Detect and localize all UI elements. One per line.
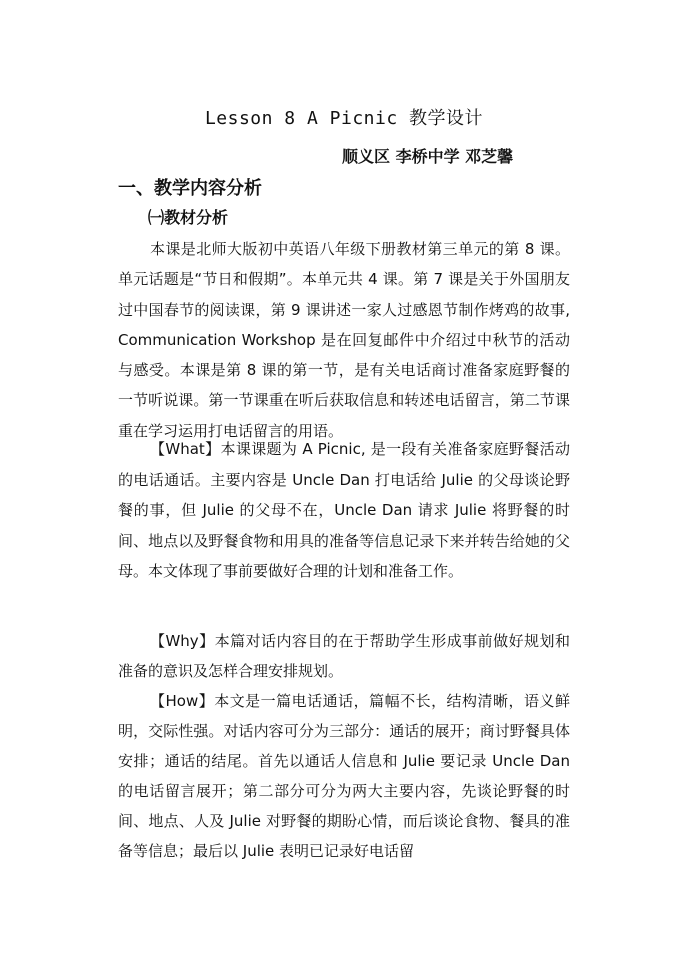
section-heading: 一、教学内容分析 <box>118 178 262 199</box>
what-text: 本课课题为 A Picnic, 是一段有关准备家庭野餐活动的电话通话。主要内容是 Uncle Dan 打电话给 Julie 的父母谈论野餐的事，但 Julie 的父母不在，Uncle Dan 请求 Julie 将野餐的时间、地点以及野餐食物和用具的准备等信息记录下来并转告给她的父母。本文体现了事前要做好合理的计划和准备工作。 <box>118 440 570 580</box>
author-line: 顺义区 李桥中学 邓芝馨 <box>342 147 514 166</box>
subsection-heading: ㈠教材分析 <box>148 208 229 227</box>
how-text: 本文是一篇电话通话，篇幅不长，结构清晰，语义鲜明，交际性强。对话内容可分为三部分：通话的展开；商讨野餐具体安排；通话的结尾。首先以通话人信息和 Julie 要记录 Uncle Dan 的电话留言展开；第二部分可分为两大主要内容，先谈论野餐的时间、地点、人及 Julie 对野餐的期盼心情，而后谈论食物、餐具的准备等信息；最后以 Julie 表明已记录好电话留 <box>118 692 570 860</box>
why-text: 本篇对话内容目的在于帮助学生形成事前做好规划和准备的意识及怎样合理安排规划。 <box>118 632 570 680</box>
intro-paragraph: 本课是北师大版初中英语八年级下册教材第三单元的第 8 课。单元话题是“节日和假期”。本单元共 4 课。第 7 课是关于外国朋友过中国春节的阅读课，第 9 课讲述一家人过感恩节制作烤鸡的故事, Communication Workshop 是在回复邮件中介绍过中秋节的活动与感受。本课是第 8 课的第一节，是有关电话商讨准备家庭野餐的一节听说课。第一节课重在听后获取信息和转述电话留言，第二节课重在学习运用打电话留言的用语。 <box>118 240 570 440</box>
why-paragraph <box>118 626 570 686</box>
how-paragraph <box>118 686 570 866</box>
what-tag: 【What】 <box>150 440 221 458</box>
what-paragraph <box>118 434 570 587</box>
how-tag: 【How】 <box>150 692 215 710</box>
document-title: Lesson 8 A Picnic 教学设计 <box>204 108 484 129</box>
why-tag: 【Why】 <box>150 632 215 650</box>
